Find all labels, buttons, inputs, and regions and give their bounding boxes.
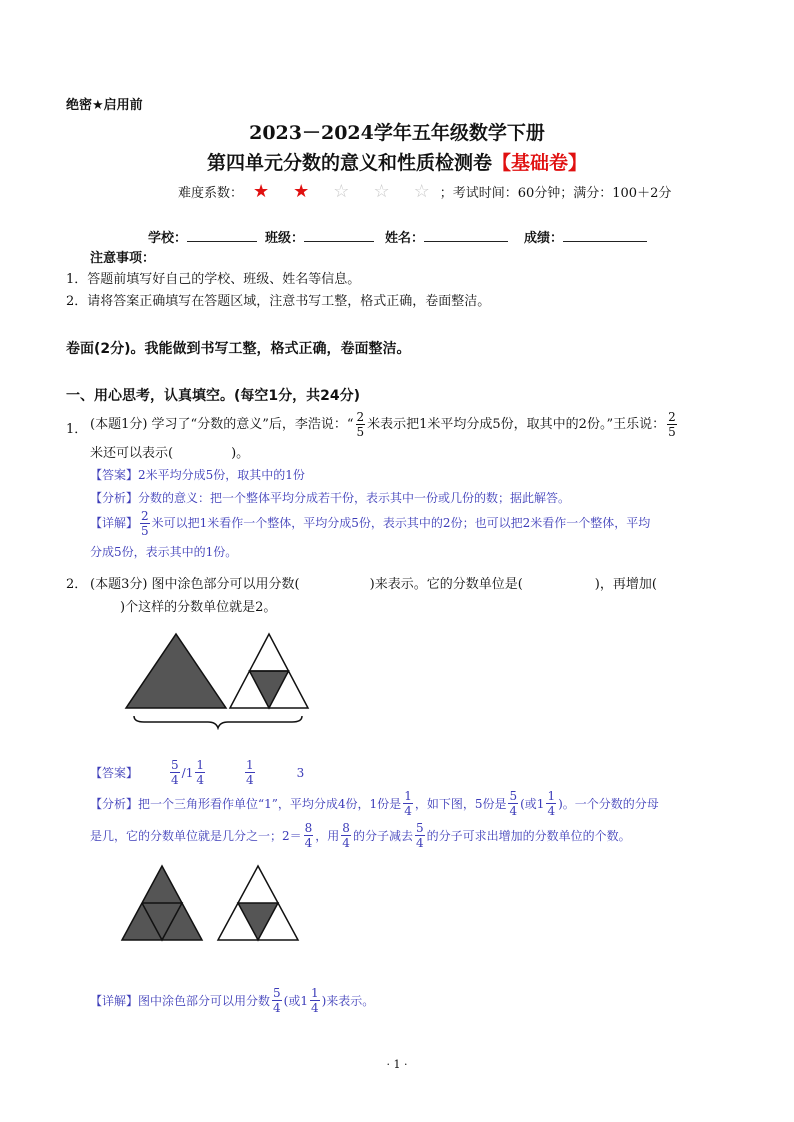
star-empty-icon: ☆ — [333, 181, 350, 202]
q1-analysis: 【分析】分数的意义：把一个整体平均分成若干份，表示其中一份或几份的数；据此解答。 — [90, 491, 571, 505]
exam-info: ；考试时间：60分钟；满分：100＋2分 — [439, 186, 672, 201]
name-field: 姓名： — [385, 227, 508, 246]
q2-analysis-line-1: 【分析】把一个三角形看作单位“1”，平均分成4份，1份是 $\frac{1}{4}$ ，如下图，5份是 $\frac{5}{4}$ (或1 $\frac{1}{4}$ )。一个分数的分母 — [90, 789, 659, 818]
q2-detail: 【详解】图中涂色部分可以用分数 $\frac{5}{4}$ (或1 $\frac{1}{4}$ )来表示。 — [90, 986, 375, 1015]
score-field: 成绩： — [524, 227, 647, 246]
star-empty-icon: ☆ — [373, 181, 390, 202]
difficulty-label: 难度系数： — [178, 186, 244, 201]
neatness-line: 卷面(2分)。我能做到书写工整，格式正确，卷面整洁。 — [66, 341, 411, 357]
note-item-2: 2．请将答案正确填写在答题区域，注意书写工整，格式正确，卷面整洁。 — [66, 294, 491, 309]
q1-answer: 【答案】2米平均分成5份，取其中的1份 — [90, 468, 305, 482]
star-empty-icon: ☆ — [413, 181, 430, 202]
q2-analysis-line-2: 是几，它的分数单位就是几分之一；2＝ $\frac{8}{4}$ ，用 $\frac{8}{4}$ 的分子减去 $\frac{5}{4}$ 的分子可求出增加的分数单位的个数。 — [90, 821, 631, 850]
q2-analysis-figure — [118, 862, 318, 944]
section-1-heading: 一、用心思考，认真填空。(每空1分，共24分) — [66, 388, 361, 404]
confidential-label: 绝密★启用前 — [66, 98, 143, 113]
brace — [134, 716, 302, 728]
class-field: 班级： — [265, 227, 374, 246]
q1-number: 1． — [66, 422, 88, 437]
meta-row — [178, 181, 671, 202]
q2-figure-triangles — [120, 628, 330, 730]
note-item-1: 1．答题前填写好自己的学校、班级、姓名等信息。 — [66, 272, 361, 287]
q1-text-line-1: (本题1分) 学习了“分数的意义”后，李浩说：“ $\frac{2}{5}$ 米表示把1米平均分成5份，取其中的2份。”王乐说： $\frac{2}{5}$ — [90, 410, 676, 439]
q2-number: 2． — [66, 577, 88, 592]
star-filled-icon: ★ — [253, 181, 270, 202]
notes-title: 注意事项： — [90, 251, 156, 266]
q2-text-line-1: (本题3分) 图中涂色部分可以用分数( )来表示。它的分数单位是( )，再增加( — [90, 577, 657, 592]
q1-detail-line-1: 【详解】 $\frac{2}{5}$ 米可以把1米看作一个整体，平均分成5份，表示其中的2份；也可以把2米看作一个整体，平均 — [90, 509, 651, 538]
difficulty-stars — [253, 181, 430, 202]
page-number: · 1 · — [386, 1058, 408, 1071]
star-filled-icon: ★ — [293, 181, 310, 202]
title-line-1: 2023－2024学年五年级数学下册 — [249, 122, 545, 144]
full-shaded-triangle — [126, 634, 226, 708]
title-line-2: 第四单元分数的意义和性质检测卷【基础卷】 — [206, 152, 588, 174]
school-field: 学校： — [148, 227, 257, 246]
q1-detail-line-2: 分成5份，表示其中的1份。 — [90, 545, 238, 559]
q2-text-line-2: )个这样的分数单位就是2。 — [120, 600, 277, 615]
q1-text-line-2: 米还可以表示( )。 — [90, 446, 250, 461]
q2-answer: 【答案】 $\frac{5}{4}$ /1 $\frac{1}{4}$ $\frac{1}{4}$ 3 — [90, 758, 305, 787]
title-tag: 【基础卷】 — [492, 152, 588, 174]
